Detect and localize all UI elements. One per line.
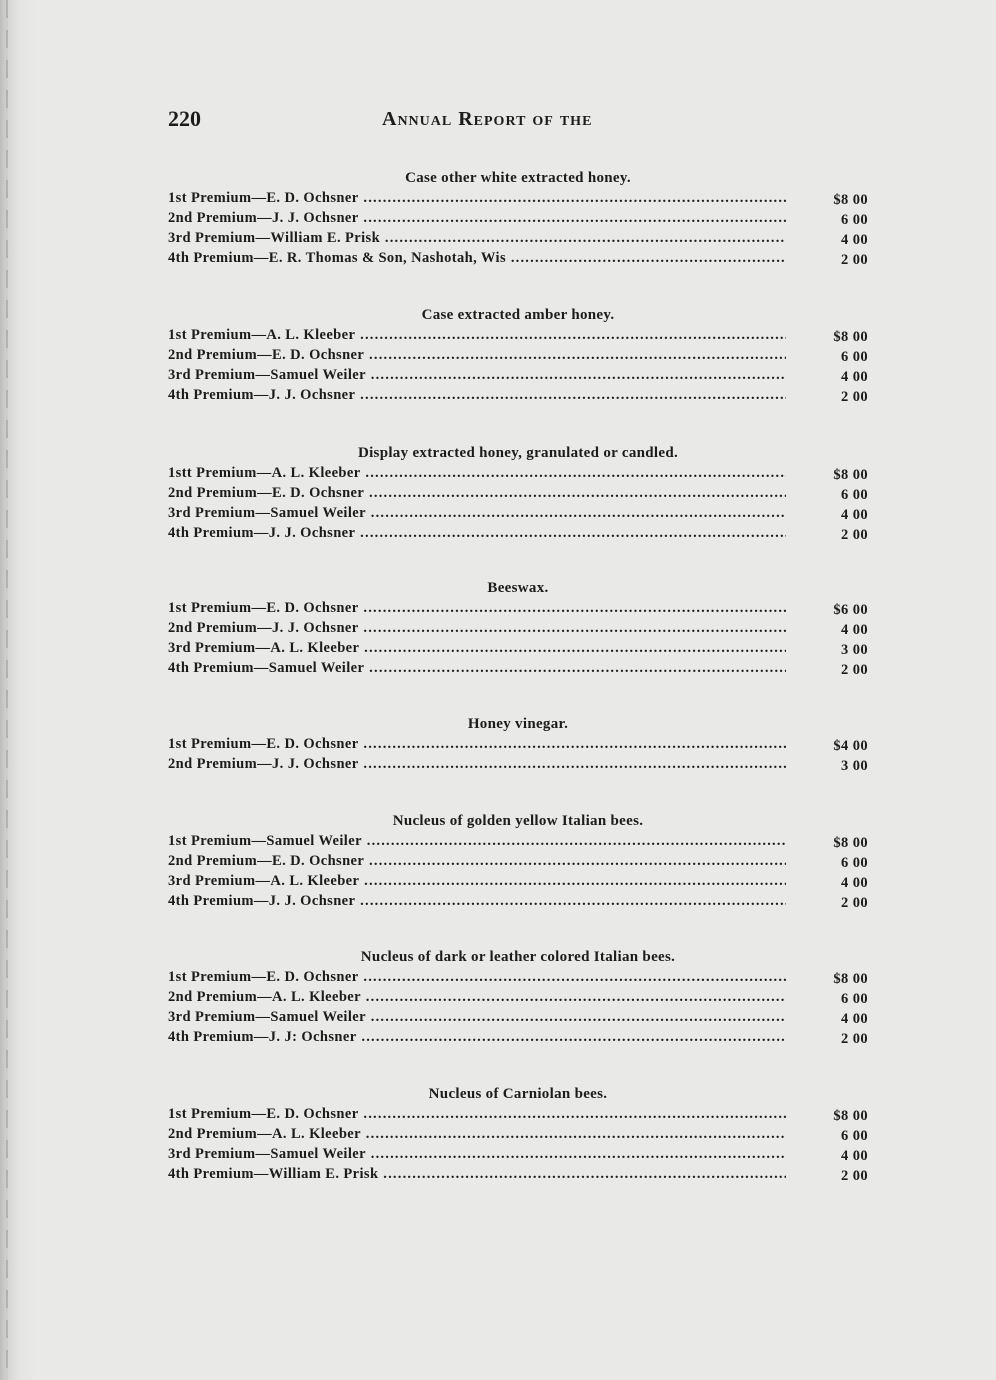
entry-amount: 2 00 bbox=[841, 389, 868, 405]
entry-amount: 4 00 bbox=[841, 1148, 868, 1164]
premium-entry bbox=[168, 640, 868, 660]
premium-entry bbox=[168, 756, 868, 776]
entry-text: 4th Premium—J. J: Ochsner ..... bbox=[168, 1029, 786, 1046]
entry-amount: 6 00 bbox=[841, 1128, 868, 1144]
entry-amount: $8 00 bbox=[833, 835, 868, 851]
premium-entry bbox=[168, 853, 868, 873]
entry-text: 2nd Premium—E. D. Ochsner ..... bbox=[168, 347, 786, 364]
entry-amount: 3 00 bbox=[841, 758, 868, 774]
entry-amount: $4 00 bbox=[833, 738, 868, 754]
entry-amount: $8 00 bbox=[833, 192, 868, 208]
premium-entry bbox=[168, 1146, 868, 1166]
entry-amount: 4 00 bbox=[841, 507, 868, 523]
entry-amount: 6 00 bbox=[841, 349, 868, 365]
premium-entry bbox=[168, 833, 868, 853]
entry-text: 1st Premium—E. D. Ochsner ..... bbox=[168, 600, 786, 617]
entry-amount: 4 00 bbox=[841, 875, 868, 891]
entry-text: 4th Premium—J. J. Ochsner ..... bbox=[168, 525, 786, 542]
entry-text: 2nd Premium—J. J. Ochsner ..... bbox=[168, 210, 786, 227]
entry-text: 2nd Premium—J. J. Ochsner ..... bbox=[168, 756, 786, 773]
entry-amount: 4 00 bbox=[841, 622, 868, 638]
entry-text: 1st Premium—E. D. Ochsner ..... bbox=[168, 190, 786, 207]
entry-amount: 2 00 bbox=[841, 895, 868, 911]
entry-text: 1st Premium—Samuel Weiler ..... bbox=[168, 833, 786, 850]
section-title: Display extracted honey, granulated or candled. bbox=[357, 445, 679, 461]
premium-entry bbox=[168, 969, 868, 989]
entry-text: 3rd Premium—Samuel Weiler ..... bbox=[168, 1146, 786, 1163]
premium-entry bbox=[168, 1009, 868, 1029]
premium-entry bbox=[168, 210, 868, 230]
entry-text: 4th Premium—William E. Prisk ..... bbox=[168, 1166, 786, 1183]
premium-entry bbox=[168, 230, 868, 250]
entry-amount: 2 00 bbox=[841, 662, 868, 678]
premium-entry bbox=[168, 347, 868, 367]
premium-entry bbox=[168, 736, 868, 756]
entry-text: 3rd Premium—Samuel Weiler ..... bbox=[168, 505, 786, 522]
entry-text: 2nd Premium—J. J. Ochsner ..... bbox=[168, 620, 786, 637]
entry-text: 2nd Premium—A. L. Kleeber ..... bbox=[168, 989, 786, 1006]
entry-text: 2nd Premium—E. D. Ochsner ..... bbox=[168, 485, 786, 502]
premium-entry bbox=[168, 873, 868, 893]
entry-amount: 2 00 bbox=[841, 1031, 868, 1047]
page-header bbox=[168, 106, 868, 136]
entry-amount: 4 00 bbox=[841, 1011, 868, 1027]
running-title: Annual Report of the bbox=[382, 108, 593, 130]
entry-text: 2nd Premium—A. L. Kleeber ..... bbox=[168, 1126, 786, 1143]
entry-text: 1st Premium—E. D. Ochsner ..... bbox=[168, 969, 786, 986]
premium-entry bbox=[168, 465, 868, 485]
premium-entry bbox=[168, 1166, 868, 1186]
entry-text: 1st Premium—E. D. Ochsner ..... bbox=[168, 1106, 786, 1123]
entry-text: 3rd Premium—Samuel Weiler ..... bbox=[168, 367, 786, 384]
entry-text: 4th Premium—E. R. Thomas & Son, Nashotah, Wis ..... bbox=[168, 250, 786, 267]
entry-text: 1stt Premium—A. L. Kleeber ..... bbox=[168, 465, 786, 482]
premium-entry bbox=[168, 1106, 868, 1126]
premium-entry bbox=[168, 190, 868, 210]
entry-amount: 6 00 bbox=[841, 855, 868, 871]
entry-amount: $8 00 bbox=[833, 971, 868, 987]
premium-entry bbox=[168, 893, 868, 913]
premium-entry bbox=[168, 367, 868, 387]
entry-text: 3rd Premium—A. L. Kleeber ..... bbox=[168, 873, 786, 890]
entry-amount: 6 00 bbox=[841, 991, 868, 1007]
entry-amount: $8 00 bbox=[833, 329, 868, 345]
section-title: Nucleus of golden yellow Italian bees. bbox=[392, 813, 644, 829]
entry-text: 4th Premium—Samuel Weiler ..... bbox=[168, 660, 786, 677]
section-title: Case other white extracted honey. bbox=[405, 170, 631, 186]
section-title: Honey vinegar. bbox=[467, 716, 569, 732]
entry-amount: 4 00 bbox=[841, 369, 868, 385]
entry-amount: $8 00 bbox=[833, 1108, 868, 1124]
premium-entry bbox=[168, 387, 868, 407]
premium-entry bbox=[168, 600, 868, 620]
premium-entry bbox=[168, 989, 868, 1009]
entry-text: 4th Premium—J. J. Ochsner ..... bbox=[168, 893, 786, 910]
section-title: Nucleus of Carniolan bees. bbox=[428, 1086, 608, 1102]
section-title: Beeswax. bbox=[487, 580, 549, 596]
entry-amount: 2 00 bbox=[841, 1168, 868, 1184]
page-number: 220 bbox=[168, 106, 201, 131]
entry-amount: 3 00 bbox=[841, 642, 868, 658]
premium-entry bbox=[168, 620, 868, 640]
entry-amount: $6 00 bbox=[833, 602, 868, 618]
section-title: Nucleus of dark or leather colored Italian bees. bbox=[360, 949, 676, 965]
page-binding-edge bbox=[0, 0, 36, 1380]
entry-amount: $8 00 bbox=[833, 467, 868, 483]
entry-amount: 4 00 bbox=[841, 232, 868, 248]
entry-amount: 6 00 bbox=[841, 487, 868, 503]
entry-text: 1st Premium—A. L. Kleeber ..... bbox=[168, 327, 786, 344]
premium-entry bbox=[168, 1126, 868, 1146]
entry-text: 2nd Premium—E. D. Ochsner ..... bbox=[168, 853, 786, 870]
premium-entry bbox=[168, 250, 868, 270]
premium-entry bbox=[168, 525, 868, 545]
entry-amount: 2 00 bbox=[841, 527, 868, 543]
entry-text: 4th Premium—J. J. Ochsner ..... bbox=[168, 387, 786, 404]
premium-entry bbox=[168, 1029, 868, 1049]
entry-text: 1st Premium—E. D. Ochsner ..... bbox=[168, 736, 786, 753]
section-title: Case extracted amber honey. bbox=[421, 307, 615, 323]
premium-entry bbox=[168, 660, 868, 680]
premium-entry bbox=[168, 505, 868, 525]
entry-text: 3rd Premium—William E. Prisk ..... bbox=[168, 230, 786, 247]
entry-amount: 6 00 bbox=[841, 212, 868, 228]
entry-amount: 2 00 bbox=[841, 252, 868, 268]
premium-entry bbox=[168, 485, 868, 505]
premium-entry bbox=[168, 327, 868, 347]
entry-text: 3rd Premium—A. L. Kleeber ..... bbox=[168, 640, 786, 657]
entry-text: 3rd Premium—Samuel Weiler ..... bbox=[168, 1009, 786, 1026]
